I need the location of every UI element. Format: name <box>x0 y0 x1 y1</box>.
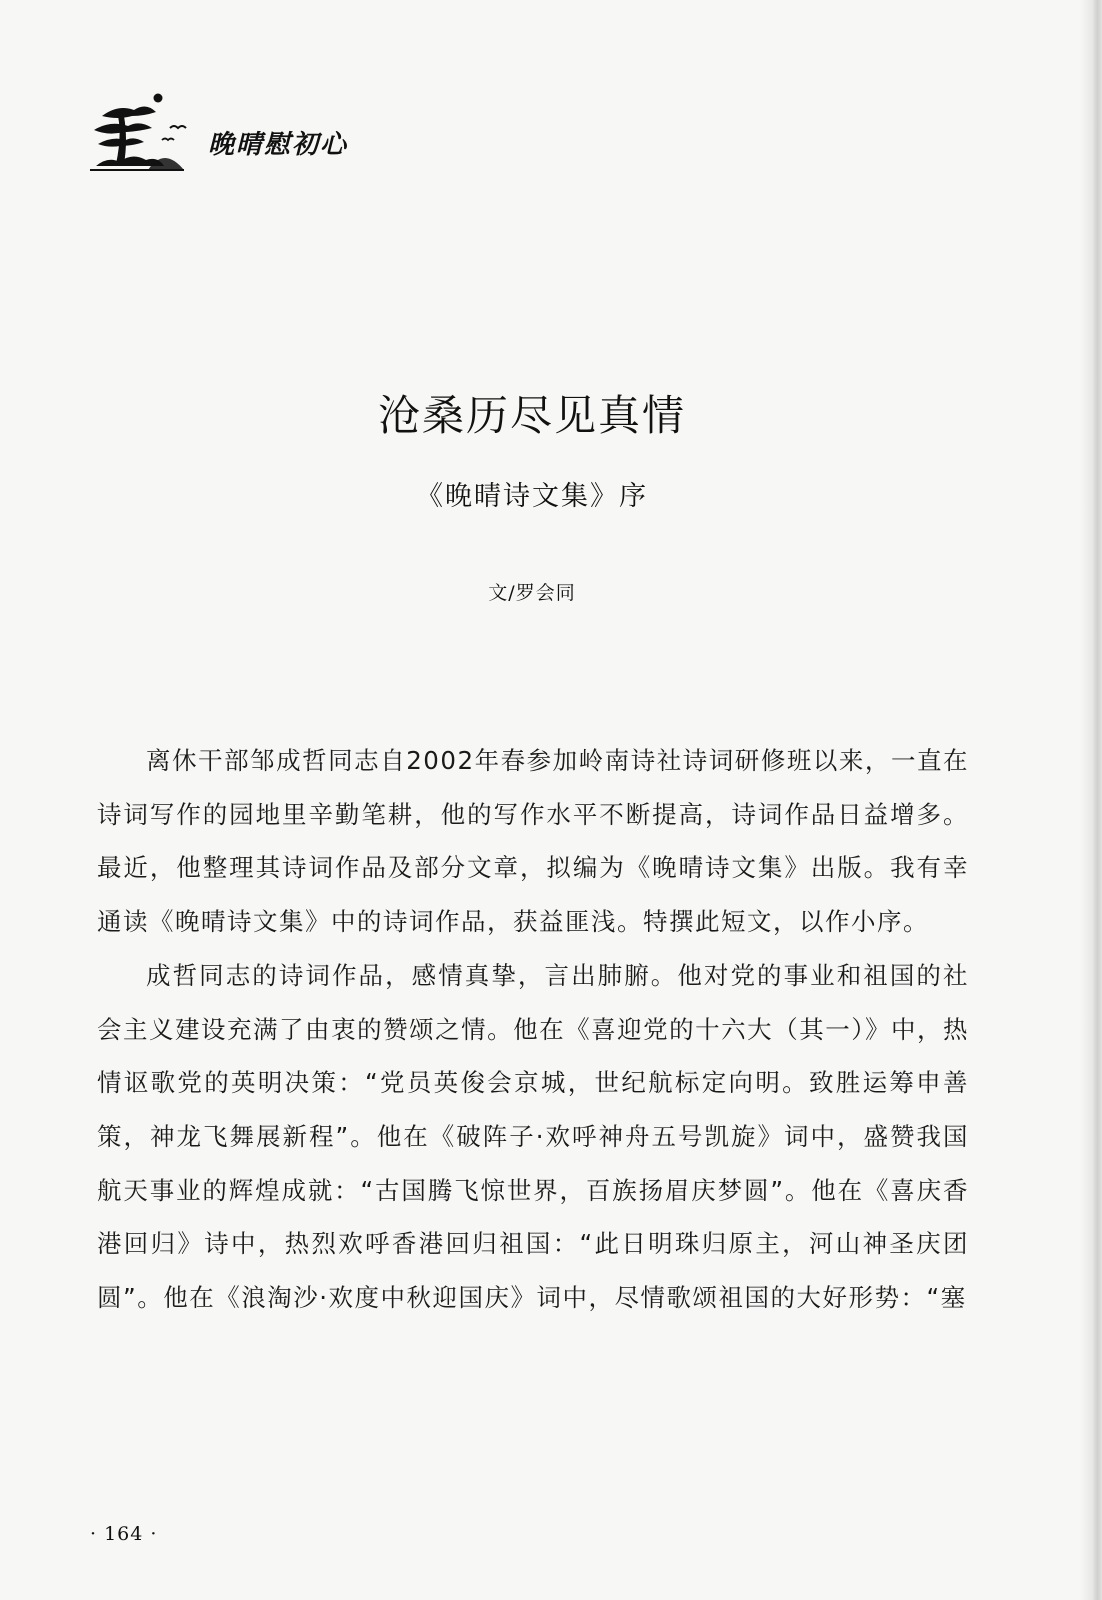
page-number: · 164 · <box>90 1523 158 1545</box>
paragraph: 离休干部邹成哲同志自2002年春参加岭南诗社诗词研修班以来，一直在诗词写作的园地里辛勤笔耕，他的写作水平不断提高，诗词作品日益增多。最近，他整理其诗词作品及部分文章，拟编为《晚晴诗文集》出版。我有幸通读《晚晴诗文集》中的诗词作品，获益匪浅。特撰此短文，以作小序。 <box>97 746 969 937</box>
article-subtitle: 《晚晴诗文集》序 <box>416 481 648 512</box>
article-title: 沧桑历尽见真情 <box>377 391 686 440</box>
running-header <box>88 86 428 176</box>
series-title: 晚晴慰初心 <box>208 130 349 160</box>
article-author: 文/罗会同 <box>488 582 576 604</box>
article-body <box>97 734 969 1325</box>
scan-edge-shadow <box>1080 0 1102 1600</box>
paragraph: 成哲同志的诗词作品，感情真挚，言出肺腑。他对党的事业和祖国的社会主义建设充满了由衷的赞颂之情。他在《喜迎党的十六大（其一）》中，热情讴歌党的英明决策：“党员英俊会京城，世纪航标定向明。致胜运筹申善策，神龙飞舞展新程”。他在《破阵子·欢呼神舟五号凯旋》词中，盛赞我国航天事业的辉煌成就：“古国腾飞惊世界，百族扬眉庆梦圆”。他在《喜庆香港回归》诗中，热烈欢呼香港回归祖国：“此日明珠归原主，河山神圣庆团圆”。他在《浪淘沙·欢度中秋迎国庆》词中，尽情歌颂祖国的大好形势：“塞 <box>97 960 969 1313</box>
pine-tree-landscape-icon <box>88 86 200 176</box>
